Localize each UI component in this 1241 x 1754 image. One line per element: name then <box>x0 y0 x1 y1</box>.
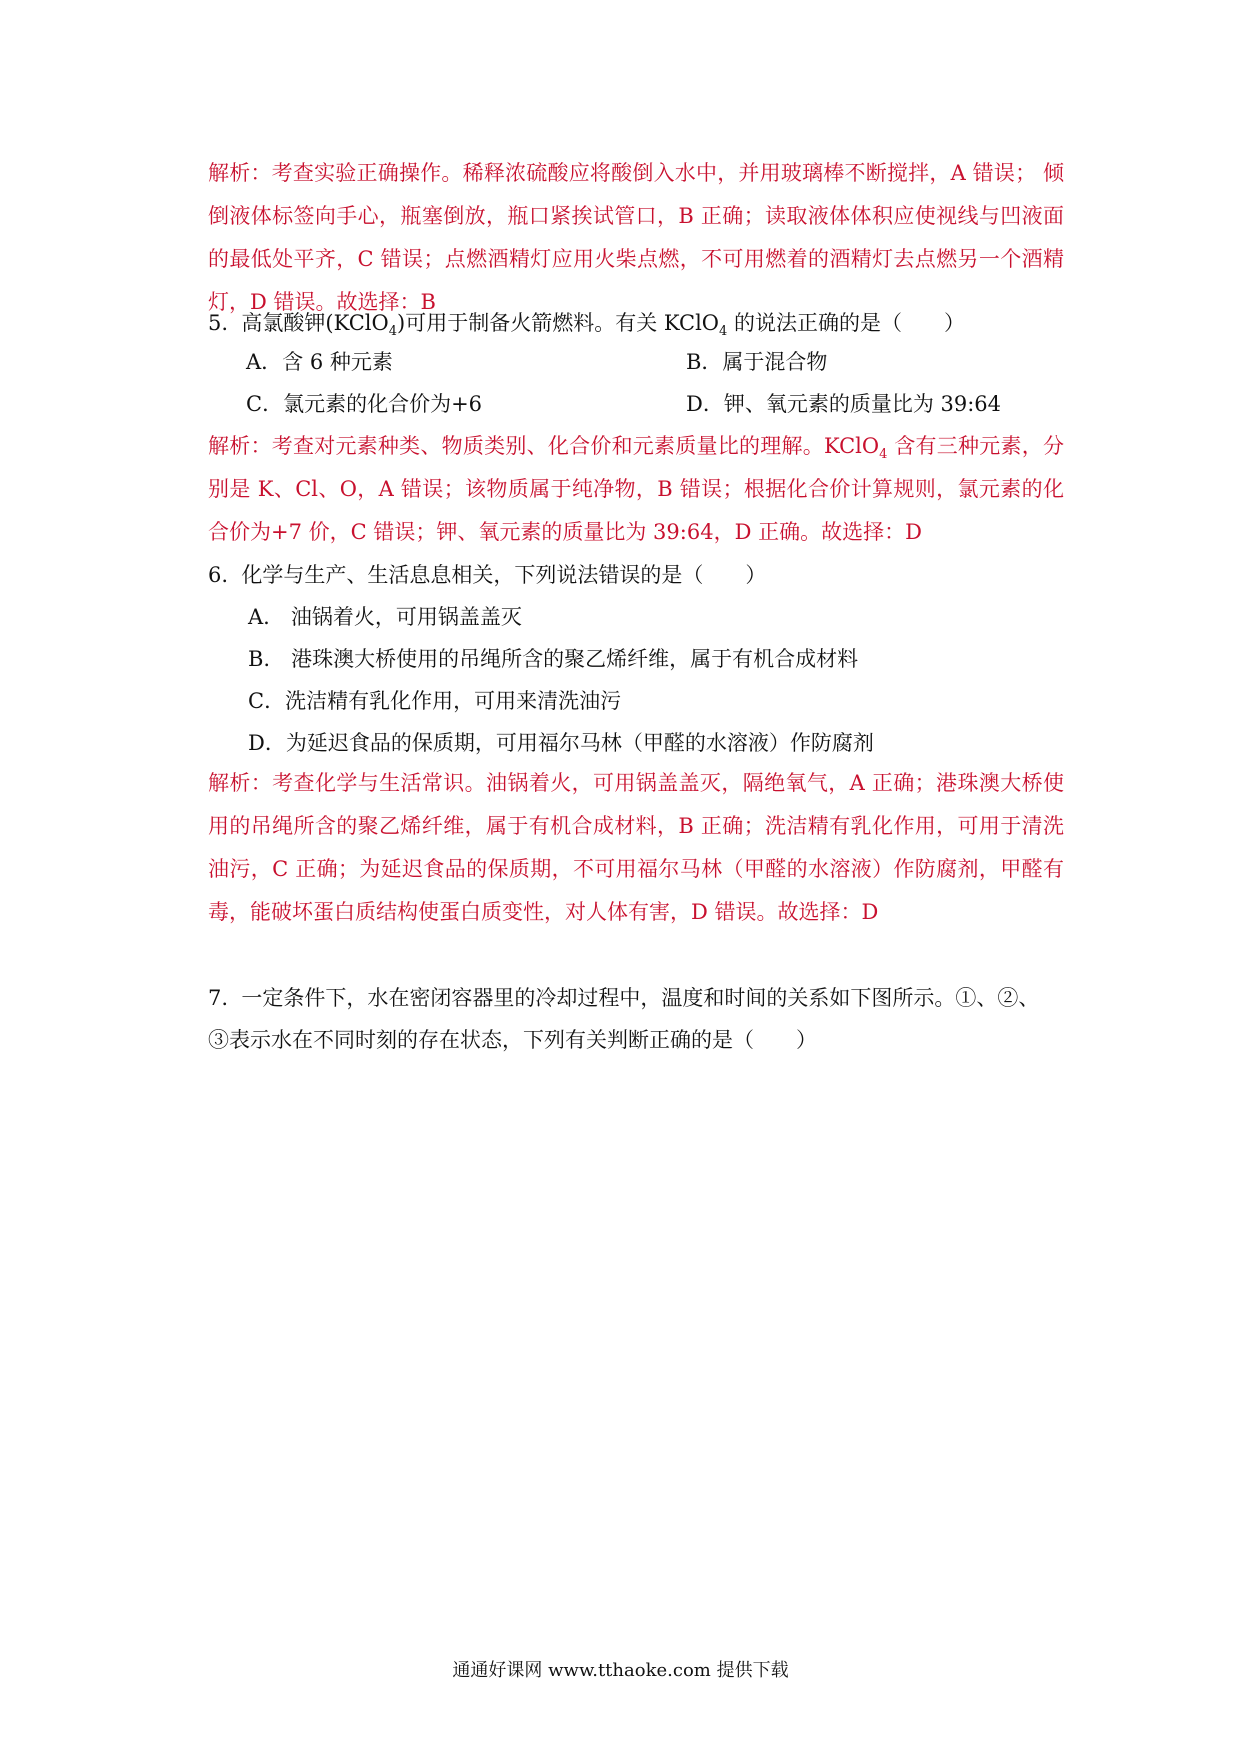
question-number: 7. <box>208 986 229 1010</box>
q5-subscript-a: 4 <box>388 324 398 340</box>
analysis-q5 <box>208 425 1064 554</box>
analysis-q4: 解析：考查实验正确操作。稀释浓硫酸应将酸倒入水中，并用玻璃棒不断搅拌，A 错误； 倾倒液体标签向手心，瓶塞倒放，瓶口紧挨试管口，B 正确；读取液体体积应使视线与凹液面的最低处平齐，C 错误；点燃酒精灯应用火柴点燃，不可用燃着的酒精灯去点燃另一个酒精灯，D 错误。故选择：B <box>208 161 1064 314</box>
question-7-stem-line-1 <box>208 977 1064 1020</box>
q5-option-a: A．含 6 种元素 <box>246 350 393 374</box>
question-number: 5. <box>208 311 229 335</box>
analysis-q5-part-b: 含有三种元素，分别是 K、Cl、O，A 错误；该物质属于纯净物，B 错误；根据化合价计算规则，氯元素的化合价为+7 价，C 错误；钾、氧元素的质量比为 39:64，D 正确。故选择：D <box>208 434 1064 544</box>
q6-option-a: A. 油锅着火，可用锅盖盖灭 <box>248 605 522 629</box>
q5-stem-part-c: 的说法正确的是（ ） <box>727 311 965 335</box>
question-5-stem <box>208 302 1064 345</box>
question-number: 6. <box>208 563 229 587</box>
q6-option-d: D．为延迟食品的保质期，可用福尔马林（甲醛的水溶液）作防腐剂 <box>248 731 874 755</box>
q5-subscript-b: 4 <box>719 324 728 340</box>
analysis-q6: 解析：考查化学与生活常识。油锅着火，可用锅盖盖灭，隔绝氧气，A 正确；港珠澳大桥使用的吊绳所含的聚乙烯纤维，属于有机合成材料，B 正确；洗洁精有乳化作用，可用于清洗油污，C 正确；为延迟食品的保质期，不可用福尔马林（甲醛的水溶液）作防腐剂，甲醛有毒，能破坏蛋白质结构使蛋白质变性，对人体有害，D 错误。故选择：D <box>208 771 1064 924</box>
q6-option-b: B. 港珠澳大桥使用的吊绳所含的聚乙烯纤维，属于有机合成材料 <box>248 647 859 671</box>
analysis-q5-subscript: 4 <box>879 447 888 463</box>
question-7-stem-line-2: ③表示水在不同时刻的存在状态，下列有关判断正确的是（ ） <box>208 1028 817 1052</box>
q5-option-b: B．属于混合物 <box>686 350 828 374</box>
q5-stem-part-b: )可用于制备火箭燃料。有关 KClO <box>397 311 720 335</box>
q5-stem-part-a: 高氯酸钾(KClO <box>241 311 389 335</box>
question-6-stem <box>208 554 1064 597</box>
page-footer: 通通好课网 www.tthaoke.com 提供下载 <box>452 1660 789 1681</box>
q5-option-c: C．氯元素的化合价为+6 <box>246 392 483 416</box>
q5-option-d: D．钾、氧元素的质量比为 39:64 <box>686 392 1002 416</box>
analysis-q5-part-a: 解析：考查对元素种类、物质类别、化合价和元素质量比的理解。KClO <box>208 434 880 458</box>
q7-stem-line1: 一定条件下，水在密闭容器里的冷却过程中，温度和时间的关系如下图所示。①、②、 <box>241 986 1040 1010</box>
q6-stem-text: 化学与生产、生活息息相关，下列说法错误的是（ ） <box>241 563 767 587</box>
q6-option-c: C．洗洁精有乳化作用，可用来清洗油污 <box>248 689 622 713</box>
